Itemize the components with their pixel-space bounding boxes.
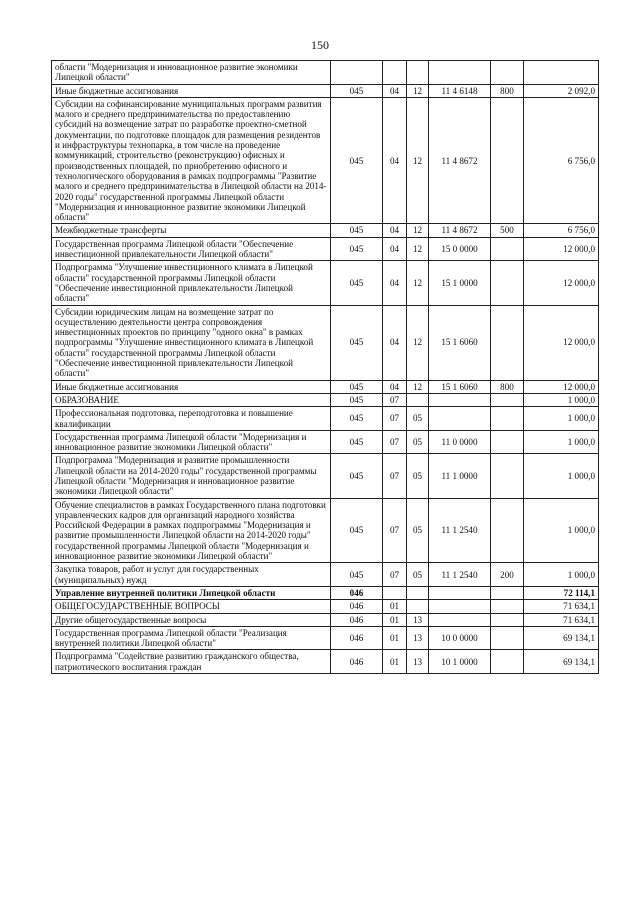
cell-target-article: 11 1 2540 xyxy=(429,498,491,563)
cell-target-article xyxy=(429,407,491,431)
cell-amount: 69 134,1 xyxy=(524,626,599,650)
cell-name: Государственная программа Липецкой области "Модернизация и инновационное развитие экономики Липецкой области" xyxy=(52,430,331,454)
cell-ministry-code: 046 xyxy=(331,600,383,613)
cell-amount: 12 000,0 xyxy=(524,261,599,305)
cell-name: Подпрограмма "Модернизация и развитие промышленности Липецкой области на 2014-2020 годы" государственной программы Липецкой области "Модернизация и инновационное развитие экономики Липецкой области" xyxy=(52,454,331,498)
cell-name: Субсидии на софинансирование муниципальных программ развития малого и среднего предпринимательства по предоставлению субсидий на возмещение затрат по разработке проектно-сметной документации, по подготовке площадок для размещения резидентов и инфраструктуры технопарка, в том числе на проведение коммуникаций, строительство (реконструкцию) офисных и производственных площадей, по приобретению офисного и технологического оборудования в рамках подпрограммы "Развитие малого и среднего предпринимательства в Липецкой области на 2014-2020 годы" государственной программы Липецкой области "Модернизация и инновационное развитие экономики Липецкой области" xyxy=(52,97,331,224)
table-row xyxy=(52,407,599,431)
cell-subsection: 12 xyxy=(407,261,429,305)
cell-subsection: 05 xyxy=(407,430,429,454)
table-row xyxy=(52,613,599,626)
page-number: 150 xyxy=(311,38,329,52)
cell-section: 07 xyxy=(383,498,407,563)
cell-amount: 69 134,1 xyxy=(524,650,599,674)
table-row xyxy=(52,97,599,224)
cell-target-article: 11 1 2540 xyxy=(429,563,491,587)
table-row xyxy=(52,84,599,97)
cell-target-article: 11 4 8672 xyxy=(429,97,491,224)
cell-subsection: 05 xyxy=(407,498,429,563)
cell-expense-type: 500 xyxy=(491,224,524,237)
cell-expense-type: 800 xyxy=(491,84,524,97)
cell-name: Подпрограмма "Содействие развитию гражданского общества, патриотического воспитания граждан xyxy=(52,650,331,674)
cell-target-article xyxy=(429,393,491,406)
cell-target-article xyxy=(429,613,491,626)
cell-amount: 6 756,0 xyxy=(524,224,599,237)
cell-name: ОБРАЗОВАНИЕ xyxy=(52,393,331,406)
cell-expense-type: 800 xyxy=(491,380,524,393)
cell-section xyxy=(383,61,407,85)
cell-section xyxy=(383,586,407,599)
cell-subsection: 12 xyxy=(407,305,429,380)
cell-section: 07 xyxy=(383,407,407,431)
cell-ministry-code: 045 xyxy=(331,84,383,97)
cell-expense-type: 200 xyxy=(491,563,524,587)
table-row xyxy=(52,600,599,613)
cell-amount xyxy=(524,61,599,85)
cell-subsection: 12 xyxy=(407,237,429,261)
cell-amount: 2 092,0 xyxy=(524,84,599,97)
cell-ministry-code: 045 xyxy=(331,454,383,498)
cell-target-article xyxy=(429,586,491,599)
cell-ministry-code: 045 xyxy=(331,563,383,587)
cell-target-article: 11 4 6148 xyxy=(429,84,491,97)
cell-expense-type xyxy=(491,498,524,563)
cell-expense-type xyxy=(491,613,524,626)
table-row xyxy=(52,650,599,674)
cell-ministry-code: 045 xyxy=(331,407,383,431)
cell-section: 04 xyxy=(383,237,407,261)
cell-section: 01 xyxy=(383,650,407,674)
cell-amount: 1 000,0 xyxy=(524,407,599,431)
cell-target-article: 10 0 0000 xyxy=(429,626,491,650)
cell-ministry-code: 045 xyxy=(331,97,383,224)
cell-ministry-code: 045 xyxy=(331,237,383,261)
cell-target-article: 15 1 0000 xyxy=(429,261,491,305)
cell-amount: 1 000,0 xyxy=(524,393,599,406)
cell-amount: 12 000,0 xyxy=(524,237,599,261)
cell-ministry-code: 045 xyxy=(331,498,383,563)
cell-section: 07 xyxy=(383,563,407,587)
table-row xyxy=(52,261,599,305)
cell-ministry-code: 045 xyxy=(331,261,383,305)
cell-section: 07 xyxy=(383,454,407,498)
cell-target-article: 15 1 6060 xyxy=(429,305,491,380)
cell-expense-type xyxy=(491,454,524,498)
table-row xyxy=(52,61,599,85)
cell-name: Государственная программа Липецкой области "Реализация внутренней политики Липецкой области" xyxy=(52,626,331,650)
cell-name: области "Модернизация и инновационное развитие экономики Липецкой области" xyxy=(52,61,331,85)
cell-subsection: 12 xyxy=(407,224,429,237)
cell-ministry-code xyxy=(331,61,383,85)
table-row xyxy=(52,393,599,406)
cell-amount: 1 000,0 xyxy=(524,563,599,587)
cell-section: 04 xyxy=(383,224,407,237)
cell-ministry-code: 045 xyxy=(331,380,383,393)
cell-section: 01 xyxy=(383,626,407,650)
cell-expense-type xyxy=(491,61,524,85)
cell-amount: 6 756,0 xyxy=(524,97,599,224)
cell-expense-type xyxy=(491,586,524,599)
cell-expense-type xyxy=(491,393,524,406)
cell-expense-type xyxy=(491,626,524,650)
cell-section: 04 xyxy=(383,261,407,305)
cell-amount: 71 634,1 xyxy=(524,600,599,613)
cell-subsection: 13 xyxy=(407,626,429,650)
cell-ministry-code: 046 xyxy=(331,586,383,599)
cell-section: 04 xyxy=(383,380,407,393)
cell-subsection xyxy=(407,600,429,613)
cell-section: 04 xyxy=(383,305,407,380)
table-row xyxy=(52,454,599,498)
cell-amount: 71 634,1 xyxy=(524,613,599,626)
table-row xyxy=(52,586,599,599)
cell-name: ОБЩЕГОСУДАРСТВЕННЫЕ ВОПРОСЫ xyxy=(52,600,331,613)
cell-name: Государственная программа Липецкой области "Обеспечение инвестиционной привлекательности Липецкой области" xyxy=(52,237,331,261)
cell-name: Профессиональная подготовка, переподготовка и повышение квалификации xyxy=(52,407,331,431)
cell-ministry-code: 045 xyxy=(331,305,383,380)
cell-subsection: 05 xyxy=(407,407,429,431)
cell-amount: 12 000,0 xyxy=(524,305,599,380)
cell-subsection: 13 xyxy=(407,650,429,674)
cell-section: 07 xyxy=(383,393,407,406)
cell-expense-type xyxy=(491,430,524,454)
cell-expense-type xyxy=(491,407,524,431)
table-row xyxy=(52,224,599,237)
table-row xyxy=(52,430,599,454)
cell-ministry-code: 046 xyxy=(331,613,383,626)
cell-amount: 1 000,0 xyxy=(524,498,599,563)
cell-expense-type xyxy=(491,600,524,613)
cell-amount: 12 000,0 xyxy=(524,380,599,393)
table-row xyxy=(52,626,599,650)
cell-section: 04 xyxy=(383,84,407,97)
cell-name: Иные бюджетные ассигнования xyxy=(52,84,331,97)
cell-target-article xyxy=(429,600,491,613)
cell-subsection: 05 xyxy=(407,454,429,498)
cell-name: Управление внутренней политики Липецкой области xyxy=(52,586,331,599)
cell-name: Иные бюджетные ассигнования xyxy=(52,380,331,393)
cell-target-article: 15 0 0000 xyxy=(429,237,491,261)
cell-name: Обучение специалистов в рамках Государственного плана подготовки управленческих кадров для организаций народного хозяйства Российской Федерации в рамках подпрограммы "Модернизация и развитие промышленности Липецкой области на 2014-2020 годы" государственной программы Липецкой области "Модернизация и инновационное развитие экономики Липецкой области" xyxy=(52,498,331,563)
cell-target-article: 15 1 6060 xyxy=(429,380,491,393)
cell-amount: 1 000,0 xyxy=(524,454,599,498)
cell-subsection: 05 xyxy=(407,563,429,587)
cell-name: Межбюджетные трансферты xyxy=(52,224,331,237)
cell-expense-type xyxy=(491,261,524,305)
cell-amount: 72 114,1 xyxy=(524,586,599,599)
cell-subsection: 12 xyxy=(407,84,429,97)
cell-target-article: 11 4 8672 xyxy=(429,224,491,237)
cell-subsection: 13 xyxy=(407,613,429,626)
cell-name: Другие общегосударственные вопросы xyxy=(52,613,331,626)
cell-ministry-code: 046 xyxy=(331,626,383,650)
cell-amount: 1 000,0 xyxy=(524,430,599,454)
cell-ministry-code: 045 xyxy=(331,393,383,406)
cell-ministry-code: 045 xyxy=(331,430,383,454)
table-row xyxy=(52,305,599,380)
cell-expense-type xyxy=(491,650,524,674)
cell-expense-type xyxy=(491,97,524,224)
cell-target-article: 10 1 0000 xyxy=(429,650,491,674)
cell-name: Субсидии юридическим лицам на возмещение затрат по осуществлению деятельности центра сопровождения инвестиционных проектов по принципу "одного окна" в рамках подпрограммы "Улучшение инвестиционного климата в Липецкой области" государственной программы Липецкой области "Обеспечение инвестиционной привлекательности Липецкой области" xyxy=(52,305,331,380)
table-row xyxy=(52,237,599,261)
cell-section: 01 xyxy=(383,613,407,626)
table-row xyxy=(52,563,599,587)
cell-target-article xyxy=(429,61,491,85)
cell-section: 07 xyxy=(383,430,407,454)
cell-ministry-code: 046 xyxy=(331,650,383,674)
cell-subsection xyxy=(407,586,429,599)
cell-target-article: 11 1 0000 xyxy=(429,454,491,498)
cell-section: 04 xyxy=(383,97,407,224)
cell-subsection: 12 xyxy=(407,97,429,224)
cell-subsection xyxy=(407,393,429,406)
table-row xyxy=(52,498,599,563)
table-row xyxy=(52,380,599,393)
cell-target-article: 11 0 0000 xyxy=(429,430,491,454)
budget-table xyxy=(51,60,599,674)
cell-expense-type xyxy=(491,237,524,261)
cell-name: Подпрограмма "Улучшение инвестиционного климата в Липецкой области" государственной программы Липецкой области "Обеспечение инвестиционной привлекательности Липецкой области" xyxy=(52,261,331,305)
cell-subsection xyxy=(407,61,429,85)
cell-expense-type xyxy=(491,305,524,380)
cell-ministry-code: 045 xyxy=(331,224,383,237)
cell-section: 01 xyxy=(383,600,407,613)
cell-subsection: 12 xyxy=(407,380,429,393)
cell-name: Закупка товаров, работ и услуг для государственных (муниципальных) нужд xyxy=(52,563,331,587)
